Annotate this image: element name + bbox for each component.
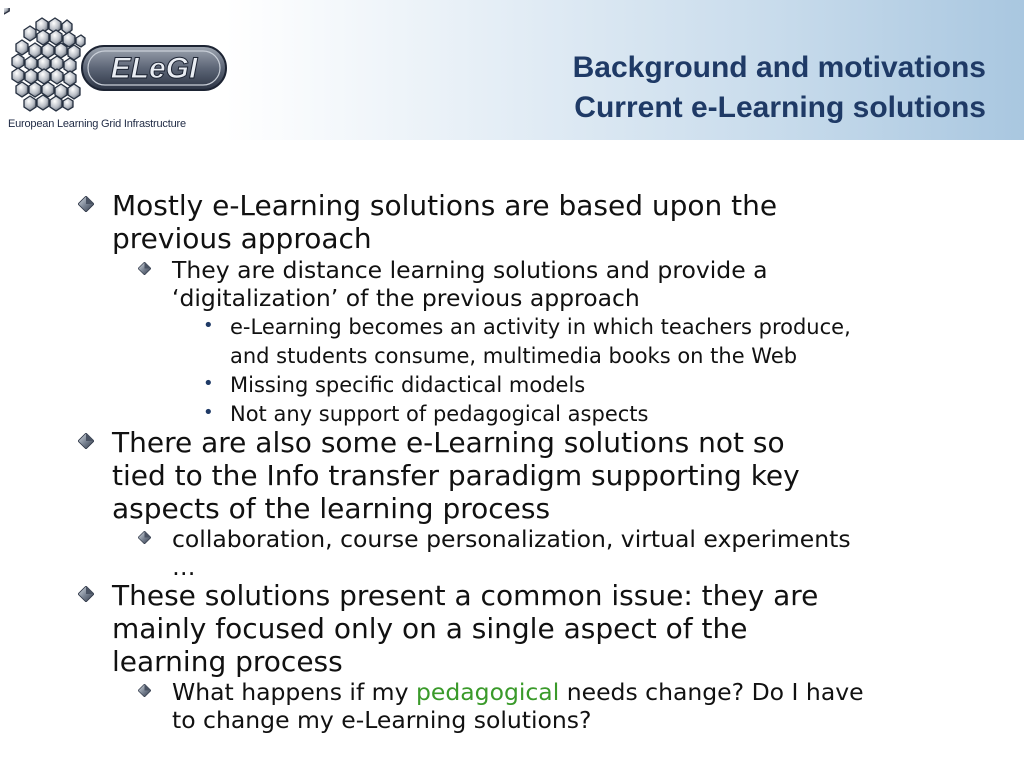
bullet-2-sub-1-line-1: collaboration, course personalization, virtual experiments — [172, 525, 851, 553]
bullet-1-line-1: Mostly e-Learning solutions are based upon the — [112, 189, 778, 222]
diamond-bullet-icon — [78, 586, 94, 602]
bullet-3-line-3: learning process — [112, 645, 343, 678]
bullet-1-sub-1-sub-1-line-1: e-Learning becomes an activity in which teachers produce, — [230, 315, 851, 339]
bullet-2-line-2: tied to the Info transfer paradigm supporting key — [112, 459, 800, 492]
highlight-pedagogical: pedagogical — [415, 678, 560, 706]
bullet-3-sub-1-text-after: needs change? Do I have — [559, 678, 864, 706]
diamond-subbullet-icon — [138, 684, 151, 697]
bullet-3-sub-1-line-2: to change my e-Learning solutions? — [172, 706, 592, 734]
bullet-2-line-1: There are also some e-Learning solutions not so — [112, 426, 785, 459]
diamond-bullet-icon — [78, 196, 94, 212]
bullet-1-sub-1-sub-2: Missing specific didactical models — [230, 373, 586, 397]
bullet-3-line-2: mainly focused only on a single aspect of the — [112, 612, 748, 645]
diamond-subbullet-icon — [138, 262, 151, 275]
dot-bullet-icon: • — [203, 402, 214, 423]
logo-name: ELeGI — [110, 52, 198, 85]
diamond-subbullet-icon — [138, 531, 151, 544]
bullet-1-sub-1-sub-1-line-2: and students consume, multimedia books on the Web — [230, 344, 798, 368]
bullet-3-sub-1-line-1 — [172, 678, 942, 706]
logo-tagline: European Learning Grid Infrastructure — [8, 118, 186, 130]
bullet-1-line-2: previous approach — [112, 222, 372, 255]
bullet-1-sub-1-line-1: They are distance learning solutions and provide a — [172, 256, 768, 284]
bullet-1-sub-1-sub-3: Not any support of pedagogical aspects — [230, 402, 649, 426]
bullet-3-sub-1-text-before: What happens if my — [172, 678, 416, 706]
dot-bullet-icon: • — [203, 315, 214, 336]
bullet-3-line-1: These solutions present a common issue: they are — [112, 579, 819, 612]
bullet-1-sub-1-line-2: ‘digitalization’ of the previous approach — [172, 284, 640, 312]
dot-bullet-icon: • — [203, 373, 214, 394]
title-line-1: Background and motivations — [572, 51, 986, 84]
bullet-2-line-3: aspects of the learning process — [112, 492, 551, 525]
diamond-bullet-icon — [78, 433, 94, 449]
bullet-2-sub-1-line-2: … — [172, 553, 196, 581]
title-line-2: Current e-Learning solutions — [574, 91, 986, 124]
